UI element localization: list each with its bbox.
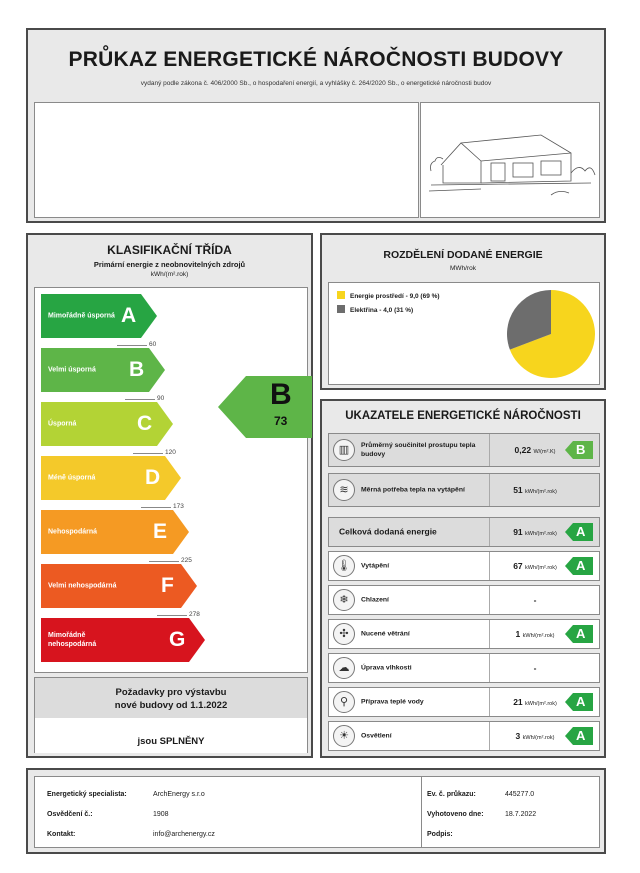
signature-label: Podpis: (427, 831, 453, 838)
indicator-number: 0,22 (514, 445, 532, 455)
contact-label: Kontakt: (47, 831, 76, 838)
indicator-number: 67 (513, 561, 523, 571)
indicator-name: Nucené větrání (361, 630, 410, 638)
requirements-status: jsou SPLNĚNY (137, 736, 205, 747)
indicator-number: 3 (515, 731, 521, 741)
cooling-icon: ❄ (333, 589, 355, 611)
energy-class-band-e (41, 510, 189, 554)
indicator-name: Příprava teplé vody (361, 698, 424, 706)
threshold-line (133, 453, 163, 454)
energy-class-band-a (41, 294, 157, 338)
band-label: Úsporná (48, 420, 77, 428)
indicator-name: Úprava vlhkosti (361, 664, 412, 672)
indicator-unit: kWh/(m².rok) (525, 565, 557, 571)
band-label: Mimořádně úsporná (48, 312, 115, 320)
building-photo (420, 102, 600, 218)
indicator-unit: kWh/(m².rok) (522, 633, 555, 639)
energy-class-band-d (41, 456, 181, 500)
indicator-name: Měrná potřeba tepla na vytápění (361, 486, 465, 494)
indicator-class-letter: B (576, 442, 586, 457)
indicator-class-badge (565, 441, 593, 459)
indicator-name: Vytápění (361, 562, 390, 570)
indicator-row (328, 433, 600, 467)
indicator-number: 21 (513, 697, 523, 707)
band-letter: E (153, 520, 168, 543)
energy-class-band-b (41, 348, 165, 392)
indicators-panel (320, 399, 606, 758)
energy-class-band-f (41, 564, 197, 608)
indicator-number: - (533, 595, 537, 605)
requirements-text (35, 686, 307, 712)
address-box (34, 102, 419, 218)
threshold-value: 120 (165, 449, 176, 456)
indicator-row (328, 517, 600, 547)
date-value: 18.7.2022 (505, 811, 537, 818)
indicator-unit: kWh/(m².rok) (525, 701, 557, 707)
band-letter: G (169, 628, 186, 651)
threshold-value: 60 (149, 341, 157, 348)
energy-split-title: ROZDĚLENÍ DODANÉ ENERGIE (383, 249, 543, 261)
indicator-class-badge (565, 557, 593, 575)
indicator-class-letter: A (576, 524, 586, 539)
band-letter: F (161, 574, 174, 597)
indicator-number: 1 (515, 629, 521, 639)
threshold-line (149, 561, 179, 562)
indicator-unit: kWh/(m².rok) (522, 735, 555, 741)
current-class-arrow-shape (218, 376, 312, 438)
thermometer-icon: 🌡 (333, 555, 355, 577)
indicator-name: Osvětlení (361, 732, 392, 740)
band-label: Velmi nehospodárná (48, 582, 117, 590)
requirements-line-1: Požadavky pro výstavbu (115, 687, 227, 698)
energy-class-band-c (41, 402, 173, 446)
indicator-class-letter: A (576, 558, 586, 573)
fan-icon: ✣ (333, 623, 355, 645)
house-sketch-icon (421, 103, 599, 217)
band-letter: A (121, 304, 137, 327)
page-title: PRŮKAZ ENERGETICKÉ NÁROČNOSTI BUDOVY (68, 48, 564, 71)
energy-pie-chart (505, 288, 597, 380)
indicator-class-letter: A (576, 694, 586, 709)
legend-item (337, 305, 413, 314)
requirements-line-2: nové budovy od 1.1.2022 (114, 700, 228, 711)
contact-email[interactable]: info@archenergy.cz (153, 831, 215, 838)
classification-panel (26, 233, 313, 758)
specialist-label: Energetický specialista: (47, 791, 127, 798)
indicator-class-badge (565, 523, 593, 541)
energy-class-scale (34, 287, 308, 673)
ev-number-value: 445277.0 (505, 791, 535, 798)
threshold-line (125, 399, 155, 400)
humidity-icon: ☁ (333, 657, 355, 679)
threshold-value: 173 (173, 503, 184, 510)
indicator-name: Chlazení (361, 596, 389, 604)
energy-split-unit: MWh/rok (450, 265, 476, 272)
indicator-row (328, 585, 600, 615)
band-letter: C (137, 412, 153, 435)
legend-swatch (337, 291, 345, 299)
indicator-value (493, 595, 577, 605)
legend-label: Energie prostředí - 9,0 (69 %) (350, 293, 440, 300)
indicator-row (328, 653, 600, 683)
certificate-label: Osvědčení č.: (47, 811, 93, 818)
legend-swatch (337, 305, 345, 313)
indicator-name: Celková dodaná energie (339, 526, 437, 537)
wall-icon: ▥ (333, 439, 355, 461)
legend-item (337, 291, 440, 300)
threshold-value: 90 (157, 395, 165, 402)
indicator-value (493, 485, 577, 495)
indicator-row (328, 721, 600, 751)
classification-title: KLASIFIKAČNÍ TŘÍDA (107, 243, 232, 257)
classification-unit: kWh/(m².rok) (150, 271, 189, 278)
requirements-box (34, 677, 308, 753)
band-label: Velmi úsporná (48, 366, 96, 374)
indicator-name: Průměrný součinitel prostupu tepla budovy (361, 442, 476, 458)
indicator-number: - (533, 663, 537, 673)
footer-panel (26, 768, 606, 854)
header-panel (26, 28, 606, 223)
band-letter: B (129, 358, 145, 381)
current-class-value: 73 (274, 414, 288, 428)
indicator-class-badge (565, 693, 593, 711)
band-label: Méně úsporná (48, 474, 96, 482)
threshold-value: 278 (189, 611, 200, 618)
indicator-row (328, 551, 600, 581)
threshold-line (141, 507, 171, 508)
footer-box (34, 776, 600, 848)
indicator-unit: W/(m².K) (533, 449, 556, 455)
indicator-class-letter: A (576, 728, 586, 743)
indicator-value (493, 663, 577, 673)
legend-label: Elektřina - 4,0 (31 %) (350, 307, 414, 314)
band-label: Nehospodárná (48, 528, 98, 536)
threshold-line (117, 345, 147, 346)
ev-number-label: Ev. č. průkazu: (427, 791, 476, 798)
lightbulb-icon: ☀ (333, 725, 355, 747)
heating-need-icon: ≋ (333, 479, 355, 501)
faucet-icon: ⚲ (333, 691, 355, 713)
indicator-number: 51 (513, 485, 523, 495)
indicator-class-badge (565, 625, 593, 643)
indicator-unit: kWh/(m².rok) (525, 489, 557, 495)
date-label: Vyhotoveno dne: (427, 811, 484, 818)
classification-subtitle: Primární energie z neobnovitelných zdrojů (93, 260, 246, 269)
indicator-class-badge (565, 727, 593, 745)
specialist-value: ArchEnergy s.r.o (153, 791, 205, 798)
certificate-value: 1908 (153, 811, 169, 818)
band-letter: D (145, 466, 161, 489)
threshold-value: 225 (181, 557, 192, 564)
threshold-line (157, 615, 187, 616)
indicators-title: UKAZATELE ENERGETICKÉ NÁROČNOSTI (345, 410, 581, 422)
current-class-arrow (218, 376, 312, 438)
indicator-unit: kWh/(m².rok) (525, 531, 557, 537)
energy-class-band-g (41, 618, 205, 662)
indicator-row (328, 687, 600, 717)
energy-split-panel (320, 233, 606, 390)
indicator-row (328, 619, 600, 649)
indicator-row (328, 473, 600, 507)
energy-split-box (328, 282, 600, 385)
band-label: Mimořádně nehospodárná (48, 632, 97, 648)
indicator-class-letter: A (576, 626, 586, 641)
legal-subtitle: vydaný podle zákona č. 406/2000 Sb., o hospodaření energií, a vyhlášky č. 264/2020 Sb., o energetické náročnosti budov (140, 80, 492, 87)
indicator-number: 91 (513, 527, 523, 537)
current-class-letter: B (270, 378, 292, 411)
